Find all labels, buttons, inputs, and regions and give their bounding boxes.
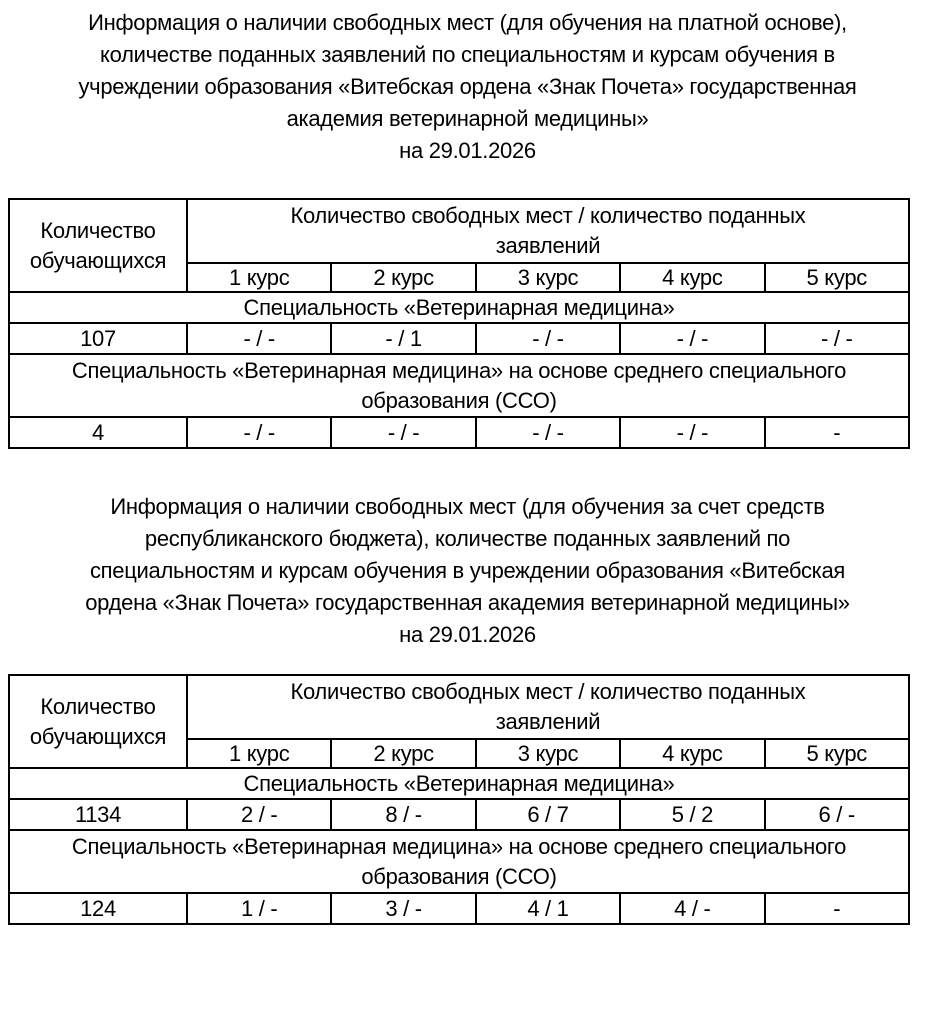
value-cell: - / - <box>187 417 331 448</box>
value-cell: 4 / 1 <box>476 893 620 924</box>
course-header-cell: 5 курс <box>765 739 909 768</box>
course-header-cell: 5 курс <box>765 263 909 292</box>
course-header-cell: 2 курс <box>331 739 475 768</box>
course-header-cell: 4 курс <box>620 263 764 292</box>
title-line: ордена «Знак Почета» государственная академия ветеринарной медицины» <box>85 590 850 615</box>
value-cell: 4 / - <box>620 893 764 924</box>
specialty-label: Специальность «Ветеринарная медицина» <box>9 768 909 799</box>
specialty-section-row <box>9 354 909 417</box>
value-cell: - / 1 <box>331 323 475 354</box>
specialty-label <box>9 354 909 417</box>
value-cell: 3 / - <box>331 893 475 924</box>
table-header-row <box>9 199 909 263</box>
title-line: академия ветеринарной медицины» <box>286 106 649 131</box>
section-line: Специальность «Ветеринарная медицина» на основе среднего специального <box>71 357 847 383</box>
students-count-header: Количество обучающихся <box>9 199 187 292</box>
specialty-section-row <box>9 292 909 323</box>
title-line: Информация о наличии свободных мест (для обучения на платной основе), <box>88 10 847 35</box>
course-header-cell: 1 курс <box>187 739 331 768</box>
title-date: на 29.01.2026 <box>399 622 536 647</box>
value-cell: 1 / - <box>187 893 331 924</box>
section-line: образования (ССО) <box>361 863 557 889</box>
value-cell: 6 / 7 <box>476 799 620 830</box>
section-line: Специальность «Ветеринарная медицина» на основе среднего специального <box>71 833 847 859</box>
students-count-cell: 1134 <box>9 799 187 830</box>
data-row <box>9 323 909 354</box>
header-line: заявлений <box>495 709 601 734</box>
students-count-cell: 107 <box>9 323 187 354</box>
value-cell: 5 / 2 <box>620 799 764 830</box>
vacancies-table-budget <box>8 674 910 925</box>
section-line: образования (ССО) <box>361 387 557 413</box>
value-cell: - / - <box>476 323 620 354</box>
title-line: Информация о наличии свободных мест (для обучения за счет средств <box>110 494 825 519</box>
specialty-section-row <box>9 768 909 799</box>
value-cell: - / - <box>187 323 331 354</box>
value-cell: - / - <box>620 417 764 448</box>
students-count-header: Количество обучающихся <box>9 675 187 768</box>
value-cell: - <box>765 417 909 448</box>
course-header-cell: 3 курс <box>476 739 620 768</box>
vacancies-applications-header <box>187 199 909 263</box>
specialty-label <box>9 830 909 893</box>
value-cell: 2 / - <box>187 799 331 830</box>
title-line: количестве поданных заявлений по специальностям и курсам обучения в <box>100 42 835 67</box>
specialty-label: Специальность «Ветеринарная медицина» <box>9 292 909 323</box>
title-line: республиканского бюджета), количестве поданных заявлений по <box>144 526 791 551</box>
specialty-section-row <box>9 830 909 893</box>
value-cell: 6 / - <box>765 799 909 830</box>
course-header-cell: 4 курс <box>620 739 764 768</box>
value-cell: - / - <box>331 417 475 448</box>
course-header-cell: 1 курс <box>187 263 331 292</box>
vacancies-applications-header <box>187 675 909 739</box>
students-count-cell: 4 <box>9 417 187 448</box>
value-cell: - <box>765 893 909 924</box>
value-cell: - / - <box>765 323 909 354</box>
title-line: специальностям и курсам обучения в учреждении образования «Витебская <box>89 558 846 583</box>
table-header-row <box>9 675 909 739</box>
value-cell: 8 / - <box>331 799 475 830</box>
value-cell: - / - <box>476 417 620 448</box>
students-count-cell: 124 <box>9 893 187 924</box>
header-line: Количество свободных мест / количество поданных <box>290 679 806 704</box>
title-date: на 29.01.2026 <box>399 138 536 163</box>
title-line: учреждении образования «Витебская ордена «Знак Почета» государственная <box>78 74 857 99</box>
data-row <box>9 893 909 924</box>
course-header-cell: 3 курс <box>476 263 620 292</box>
data-row <box>9 417 909 448</box>
title-paid-basis <box>0 0 935 167</box>
vacancies-table-paid <box>8 198 910 449</box>
header-line: Количество свободных мест / количество поданных <box>290 203 806 228</box>
data-row <box>9 799 909 830</box>
course-header-cell: 2 курс <box>331 263 475 292</box>
header-line: заявлений <box>495 233 601 258</box>
title-budget-basis <box>0 449 935 651</box>
value-cell: - / - <box>620 323 764 354</box>
